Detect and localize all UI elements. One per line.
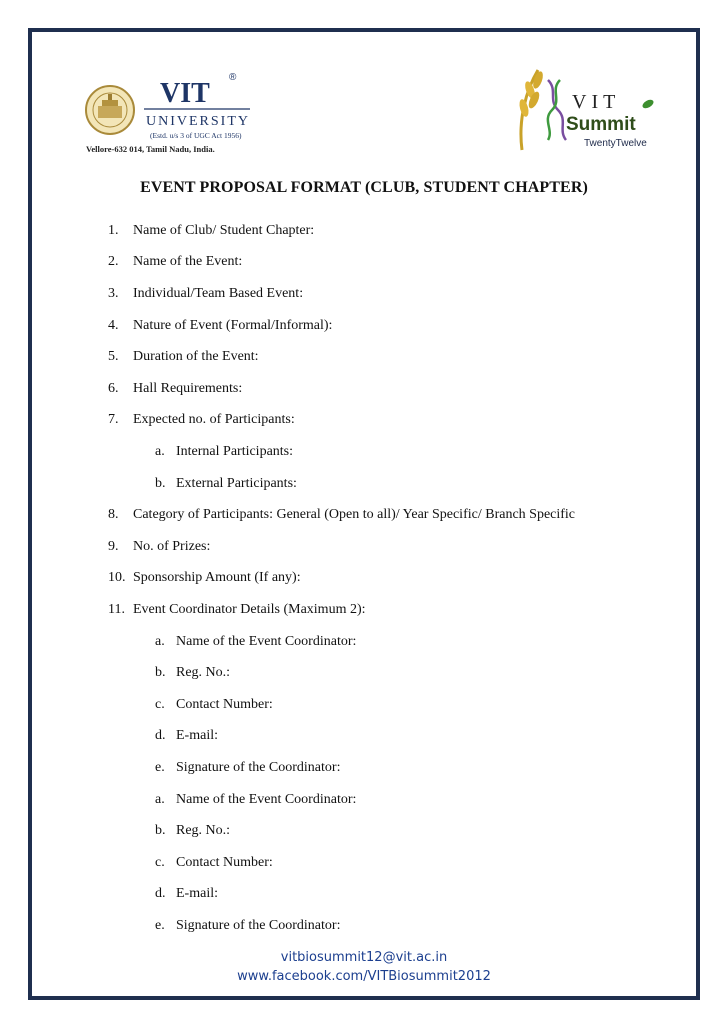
item-number: 8. [108, 507, 119, 522]
biosummit-tagline: TwentyTwelve [584, 138, 647, 149]
item-label: Name of the Event: [133, 254, 243, 269]
item-number: 6. [108, 381, 119, 396]
item-number: 5. [108, 349, 119, 364]
item-label: E-mail: [176, 886, 218, 901]
item-letter: b. [155, 823, 166, 838]
item-letter: b. [155, 665, 166, 680]
item-letter: d. [155, 886, 166, 901]
item-number: 9. [108, 539, 119, 554]
biosummit-logo [508, 60, 660, 160]
wheat-icon [518, 70, 545, 150]
item-label: Reg. No.: [176, 665, 231, 680]
item-letter: a. [155, 444, 165, 459]
registered-mark: ® [229, 72, 237, 83]
biosummit-vit: VIT [572, 91, 621, 113]
item-label: Contact Number: [176, 855, 273, 870]
item-letter: a. [155, 634, 165, 649]
vit-seal-icon [86, 86, 134, 134]
university-word: UNIVERSITY [146, 114, 250, 129]
item-label: Signature of the Coordinator: [176, 760, 341, 775]
item-label: Name of the Event Coordinator: [176, 634, 357, 649]
item-letter: c. [155, 855, 165, 870]
footer-facebook: www.facebook.com/VITBiosummit2012 [237, 969, 491, 984]
footer-email: vitbiosummit12@vit.ac.in [280, 950, 448, 965]
item-label: Name of the Event Coordinator: [176, 792, 357, 807]
item-label: Hall Requirements: [133, 381, 243, 396]
item-number: 1. [108, 223, 119, 238]
item-number: 10. [108, 570, 126, 585]
item-number: 2. [108, 254, 119, 269]
item-letter: c. [155, 697, 165, 712]
vit-university-logo [84, 62, 264, 162]
item-number: 4. [108, 318, 119, 333]
item-label: Event Coordinator Details (Maximum 2): [133, 602, 366, 617]
vit-name: VIT [160, 78, 210, 109]
item-label: Reg. No.: [176, 823, 231, 838]
item-label: Name of Club/ Student Chapter: [133, 223, 315, 238]
biosummit-summit: Summit [566, 114, 636, 135]
item-letter: a. [155, 792, 165, 807]
item-label: Expected no. of Participants: [133, 412, 295, 427]
item-number: 3. [108, 286, 119, 301]
item-label: Nature of Event (Formal/Informal): [133, 318, 333, 333]
leaf-icon [641, 98, 655, 110]
item-letter: d. [155, 728, 166, 743]
item-label: E-mail: [176, 728, 218, 743]
item-letter: e. [155, 760, 165, 775]
vit-location: Vellore-632 014, Tamil Nadu, India. [86, 144, 215, 154]
item-label: Duration of the Event: [133, 349, 259, 364]
item-number: 7. [108, 412, 119, 427]
item-number: 11. [108, 602, 125, 617]
item-label: No. of Prizes: [133, 539, 211, 554]
item-label: Sponsorship Amount (If any): [133, 570, 301, 585]
item-label: Category of Participants: General (Open to all)/ Year Specific/ Branch Specific [133, 507, 576, 522]
item-label: Signature of the Coordinator: [176, 918, 341, 933]
page-title: EVENT PROPOSAL FORMAT (CLUB, STUDENT CHAPTER) [140, 179, 588, 196]
dna-icon [548, 80, 566, 140]
item-letter: e. [155, 918, 165, 933]
item-letter: b. [155, 476, 166, 491]
item-label: Individual/Team Based Event: [133, 286, 304, 301]
item-label: Internal Participants: [176, 444, 294, 459]
item-label: External Participants: [176, 476, 297, 491]
estd-line: (Estd. u/s 3 of UGC Act 1956) [150, 131, 242, 140]
item-label: Contact Number: [176, 697, 273, 712]
